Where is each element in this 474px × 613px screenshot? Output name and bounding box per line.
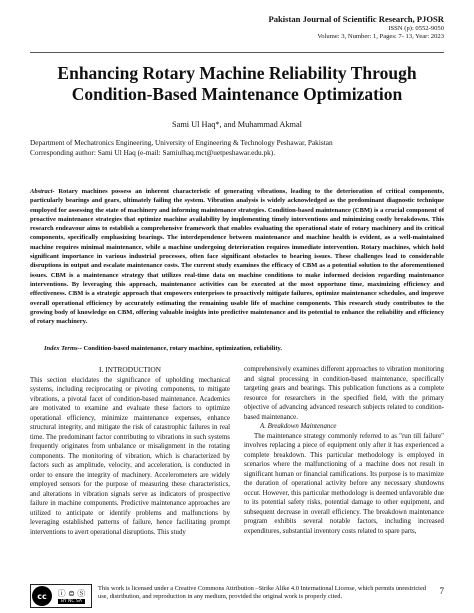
abstract [30, 187, 444, 326]
right-paragraph-1: comprehensively examines different approaches to vibration monitoring and signal processing in condition-based maintenance, specifically targeting gears and bearings. This publication functions as a complete resource for researchers in the specified field, with the primary objective of advancing advanced research subjects related to condition-based maintenance. [244, 366, 444, 421]
affiliation-block [30, 138, 444, 158]
journal-header [268, 14, 444, 41]
footer [30, 584, 444, 610]
right-column [244, 365, 444, 536]
paper-title [20, 63, 454, 105]
abstract-label: Abstract- [30, 188, 55, 195]
journal-issn: ISSN (p): 0552-9050 [388, 25, 444, 32]
cc-icon: cc [32, 586, 52, 606]
index-terms-text: Condition-based maintenance, rotary machine, optimization, reliability. [81, 345, 283, 352]
cc-attribution-icons: ⓘ ⊜ Ⓢ [57, 589, 86, 598]
index-terms-label: Index Terms-- [44, 345, 82, 352]
right-paragraph-2: The maintenance strategy commonly referred to as "run till failure" involves replacing a piece of equipment only after it has experienced a complete breakdown. This particular methodology is employed in scenarios where the malfunctioning of a machine does not result in significant human or financial ramifications. Its purpose is to maximize the duration of operational activity before any necessary shutdowns occur. However, this particular methodology is deemed unfavorable due to its potential safety risks, potential damage to other equipment, and subsequent decrease in overall efficiency. The breakdown maintenance program exhibits several notable factors, including increased expenditures, substantial inventory costs related to spare parts, [244, 432, 444, 535]
cc-license-icons [52, 588, 91, 604]
header-divider [30, 52, 444, 53]
license-text: This work is licensed under a Creative Commons Attribution –Strike Alike 4.0 International License, which permits unrestricted use, distribution, and reproduction in any medium, provided the original work is properly cited. [98, 585, 426, 600]
journal-volume: Volume: 3, Number: 1, Pages: 7- 13, Year: 2023 [317, 33, 444, 40]
cc-license-badge: BY NC SA [58, 599, 85, 604]
authors: Sami Ul Haq*, and Muhammad Akmal [172, 120, 302, 129]
introduction-paragraph: This section elucidates the significance of upholding mechanical systems, including reciprocating or pivoting components, to mitigate vibrations, a pivotal facet of condition-based maintenance. Academics are motivated to examine and evaluate these factors to optimize operational efficiency, minimize maintenance expenses, enhance structural integrity, and mitigate the risk of catastrophic failures in real time. The predominant factor contributing to vibrations in such systems frequently originates from unbalance or misalignment in the rotating components. The monitoring of vibration, which is characterized by factors such as amplitude, velocity, and acceleration, is conducted in order to ensure the integrity of machinery. Accelerometers are widely employed sensors for the purpose of measuring these characteristics, and alterations in vibration signals serve as indicators of prospective failure in machine components. Predictive maintenance approaches are utilized to anticipate or identify problems and malfunctions by leveraging established patterns of failure, hence facilitating prompt interventions to avert operational disruptions. This study [30, 376, 230, 536]
affiliation: Department of Mechatronics Engineering, University of Engineering & Technology Peshawar, Pakistan [30, 138, 333, 147]
introduction-heading: I. INTRODUCTION [99, 365, 161, 374]
creative-commons-logo [30, 584, 92, 608]
abstract-text: Rotary machines possess an inherent characteristic of generating vibrations, leading to the deterioration of critical components, particularly bearings and gears, ultimately failing the system. Vibration analysis is widely acknowledged as the predominant diagnostic technique employed for assessing the state of machinery and informing maintenance strategies. Condition-based maintenance (CBM) is a crucial component of proactive maintenance strategies that optimize machine availability by implementing timely interventions and minimizing costly breakdowns. This research endeavour aims to establish a comprehensive framework that enables evaluating the operational state of rotary machinery and its critical components, specifically emphasizing bearings. The interdependence between maintenance and machine health is evident, as a well-maintained machine requires minimal maintenance, while a machine undergoing deterioration requires immediate intervention. Rotary machines, which hold significant importance in various industrial processes, often face significant obstacles to bearing issues. These challenges lead to considerable disruptions in output and escalate maintenance costs. The current study examines the efficacy of CBM as a potential solution to the aforementioned issues. CBM is a maintenance strategy that utilizes real-time data on machine conditions to make informed decision regarding maintenance interventions. By leveraging this approach, maintenance activities can be executed at the most opportune time, maximizing efficiency and effectiveness. CBM is a strategic approach that empowers enterprises to proactively mitigate failures, optimize maintenance schedules, and improve overall operational efficiency by accurately estimating the remaining usable life of machine components. This research study contributes to the growing body of knowledge on CBM, offering valuable insights into predictive maintenance and its potential to enhance the reliability and efficiency of rotary machinery. [30, 188, 444, 326]
breakdown-maintenance-heading: A. Breakdown Maintenance [260, 423, 337, 430]
page-number: 7 [439, 586, 444, 596]
title-line-2: Condition-Based Maintenance Optimization [71, 84, 403, 104]
title-line-1: Enhancing Rotary Machine Reliability Through [57, 63, 417, 83]
corresponding-author: Corresponding author: Sami Ul Haq (e-mail: Samiulhaq.mct@uetpeshawar.edu.pk). [30, 148, 276, 157]
journal-name: Pakistan Journal of Scientific Research, PJOSR [268, 14, 444, 24]
left-column [30, 365, 230, 537]
index-terms [44, 345, 444, 352]
